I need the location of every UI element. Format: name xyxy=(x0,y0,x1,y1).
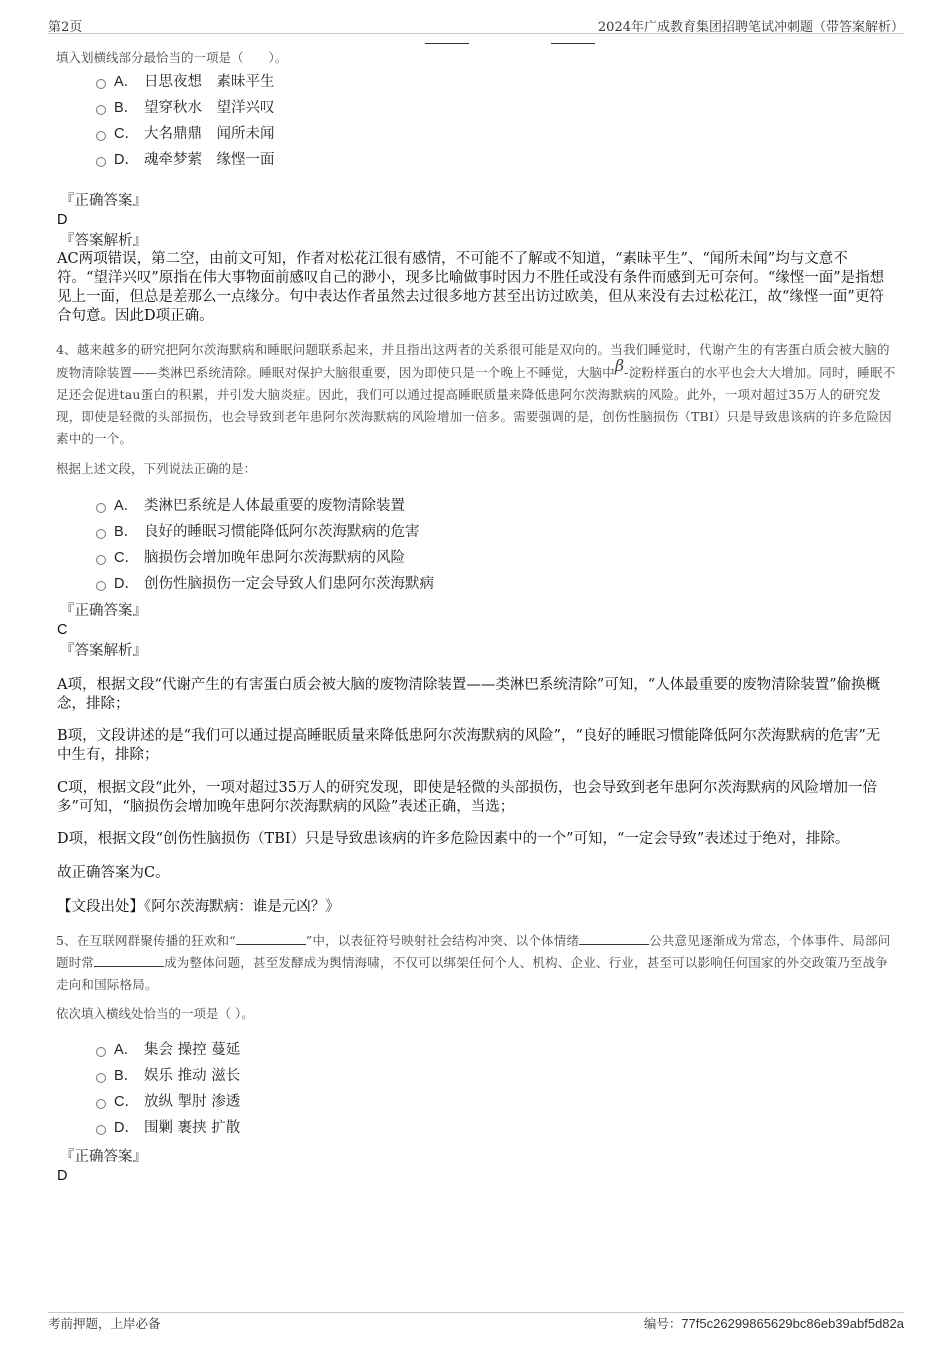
fill-blank xyxy=(579,933,649,945)
radio-icon[interactable] xyxy=(96,529,106,539)
footer-code: 编号：77f5c26299865629bc86eb39abf5d82a xyxy=(643,1316,904,1331)
q4-analysis-b: B项，文段讲述的是“我们可以通过提高睡眠质量来降低患阿尔茨海默病的风险”，“良好的睡眠习惯能降低阿尔茨海默病的危害”无中生有，排除； xyxy=(57,728,881,763)
q4-answer: C xyxy=(57,622,68,638)
q3-answer-label: 『正确答案』 xyxy=(60,193,147,209)
radio-icon[interactable] xyxy=(96,157,106,167)
document-title: 2024年广成教育集团招聘笔试冲刺题（带答案解析） xyxy=(597,20,904,35)
radio-icon[interactable] xyxy=(96,1047,106,1057)
radio-icon[interactable] xyxy=(96,79,106,89)
q4-answer-label: 『正确答案』 xyxy=(60,603,147,619)
q5-answer-label: 『正确答案』 xyxy=(60,1149,147,1165)
page-number: 第2页 xyxy=(48,20,83,35)
q4-analysis-c: C项，根据文段“此外，一项对超过35万人的研究发现，即使是轻微的头部损伤，也会导致到老年患阿尔茨海默病的风险增加一倍多”可知，“脑损伤会增加晚年患阿尔茨海默病的风险”表述正确，当选； xyxy=(57,780,877,815)
fill-blank xyxy=(236,933,306,945)
q3-analysis: AC两项错误，第二空，由前文可知，作者对松花江很有感情，不可能不了解或不知道，“素昧平生”、“闻所未闻”均与文意不符。“望洋兴叹”原指在伟大事物面前感叹自己的渺小，现多比喻做事时因力不胜任或没有条件而感到无可奈何。“缘悭一面”是指想见上一面，但总是差那么一点缘分。句中表达作者虽然去过很多地方甚至出访过欧美，但从来没有去过松花江，故“缘悭一面”更符合句意。因此D项正确。 xyxy=(57,251,885,324)
radio-icon[interactable] xyxy=(96,1099,106,1109)
radio-icon[interactable] xyxy=(96,131,106,141)
page-header xyxy=(48,14,904,34)
q4-question: 根据上述文段，下列说法正确的是： xyxy=(56,461,257,476)
q5-answer: D xyxy=(57,1168,68,1184)
radio-icon[interactable] xyxy=(96,1073,106,1083)
q5-passage: 5、在互联网群聚传播的狂欢和“ ”中，以表征符号映射社会结构冲突、以个体情绪 公共意见逐渐成为常态，个体事件、局部问题时常 成为整体问题，甚至发酵成为舆情海啸，不仅可以绑架任何个人、机构、企业、行业，甚至可以影响任何国家的外交政策乃至战争走向和国际格局。 xyxy=(56,933,891,992)
footer-slogan: 考前押题，上岸必备 xyxy=(48,1316,161,1331)
fill-blank xyxy=(94,955,164,967)
q4-conclusion: 故正确答案为C。 xyxy=(57,865,170,881)
q4-passage: 4、越来越多的研究把阿尔茨海默病和睡眠问题联系起来，并且指出这两者的关系很可能是双向的。当我们睡觉时，代谢产生的有害蛋白质会被大脑的废物清除装置——类淋巴系统清除。睡眠对保护大脑很重要，因为即使只是一个晚上不睡觉，大脑中β-淀粉样蛋白的水平也会大大增加。同时，睡眠不足还会促进tau蛋白的积累，并引发大脑炎症。因此，我们可以通过提高睡眠质量来降低患阿尔茨海默病的风险。此外，一项对超过35万人的研究发现，即使是轻微的头部损伤，也会导致到老年患阿尔茨海默病的风险增加一倍多。需要强调的是，创伤性脑损伤（TBI）只是导致患该病的许多危险因素中的一个。 xyxy=(56,342,896,446)
q3-analysis-label: 『答案解析』 xyxy=(60,233,147,249)
q3-answer: D xyxy=(57,212,68,228)
radio-icon[interactable] xyxy=(96,105,106,115)
q4-analysis-a: A项，根据文段“代谢产生的有害蛋白质会被大脑的废物清除装置——类淋巴系统清除”可知，“人体最重要的废物清除装置”偷换概念，排除； xyxy=(57,677,881,712)
q4-analysis-d: D项，根据文段“创伤性脑损伤（TBI）只是导致患该病的许多危险因素中的一个”可知，“一定会导致”表述过于绝对，排除。 xyxy=(57,831,850,847)
q4-analysis-label: 『答案解析』 xyxy=(60,643,147,659)
cut-blank-line xyxy=(551,43,595,44)
radio-icon[interactable] xyxy=(96,1125,106,1135)
q4-source: 【文段出处】《阿尔茨海默病：谁是元凶？》 xyxy=(57,899,340,915)
radio-icon[interactable] xyxy=(96,555,106,565)
q3-prompt: 填入划横线部分最恰当的一项是（ ）。 xyxy=(56,50,288,65)
radio-icon[interactable] xyxy=(96,503,106,513)
q5-question: 依次填入横线处恰当的一项是（ ）。 xyxy=(56,1006,254,1021)
cut-blank-line xyxy=(425,43,469,44)
radio-icon[interactable] xyxy=(96,581,106,591)
beta-symbol: β xyxy=(614,356,625,375)
footer-divider xyxy=(48,1312,904,1313)
